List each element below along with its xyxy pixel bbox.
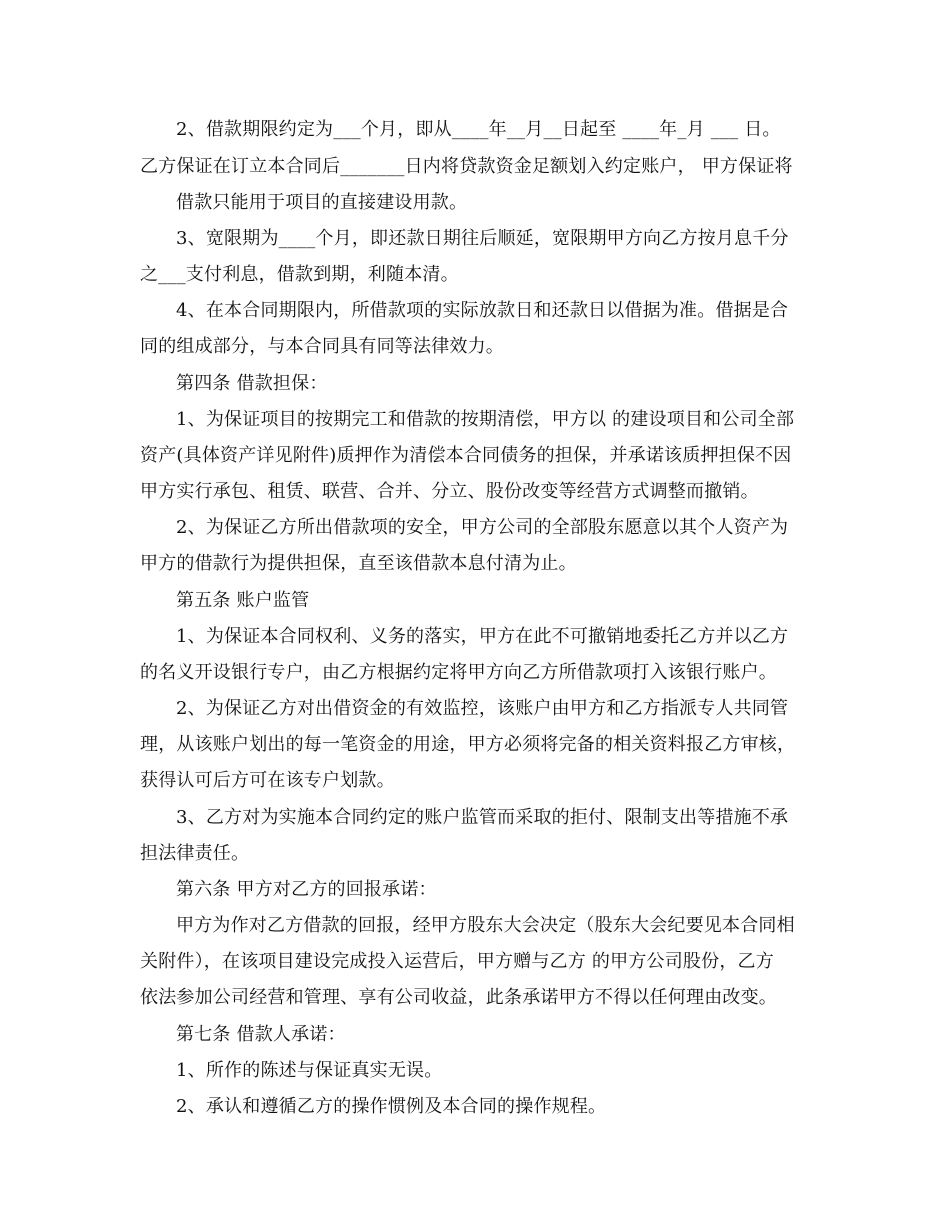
text-line: 之___支付利息，借款到期，利随本清。 bbox=[140, 264, 459, 285]
section-heading: 第五条 账户监管 bbox=[176, 590, 310, 611]
section-heading: 第七条 借款人承诺： bbox=[176, 1024, 346, 1045]
text-line: 3、宽限期为____个月，即还款日期往后顺延，宽限期甲方向乙方按月息千分 bbox=[176, 228, 789, 249]
text-line: 担法律责任。 bbox=[140, 843, 250, 864]
text-line: 资产(具体资产详见附件)质押作为清偿本合同债务的担保，并承诺该质押担保不因 bbox=[140, 445, 792, 466]
text-line: 3、乙方对为实施本合同约定的账户监管而采取的拒付、限制支出等措施不承 bbox=[176, 807, 789, 828]
text-line: 2、为保证乙方对出借资金的有效监控，该账户由甲方和乙方指派专人共同管 bbox=[176, 698, 789, 719]
text-line: 理，从该账户划出的每一笔资金的用途，甲方必须将完备的相关资料报乙方审核， bbox=[140, 734, 796, 755]
text-line: 依法参加公司经营和管理、享有公司收益，此条承诺甲方不得以任何理由改变。 bbox=[140, 987, 777, 1008]
text-line: 1、为保证项目的按期完工和借款的按期清偿，甲方以 的建设项目和公司全部 bbox=[176, 409, 795, 430]
text-line: 同的组成部分，与本合同具有同等法律效力。 bbox=[140, 336, 504, 357]
text-line: 1、所作的陈述与保证真实无误。 bbox=[176, 1060, 443, 1081]
section-heading: 第六条 甲方对乙方的回报承诺： bbox=[176, 879, 437, 900]
section-heading: 第四条 借款担保： bbox=[176, 373, 328, 394]
text-line: 4、在本合同期限内，所借款项的实际放款日和还款日以借据为准。借据是合 bbox=[176, 300, 789, 321]
text-line: 获得认可后方可在该专户划款。 bbox=[140, 770, 395, 791]
text-line: 2、为保证乙方所出借款项的安全，甲方公司的全部股东愿意以其个人资产为 bbox=[176, 517, 789, 538]
text-line: 乙方保证在订立本合同后_______日内将贷款资金足额划入约定账户， 甲方保证将 bbox=[140, 156, 793, 177]
text-line: 关附件），在该项目建设完成投入运营后，甲方赠与乙方 的甲方公司股份，乙方 bbox=[140, 951, 774, 972]
text-line: 2、借款期限约定为___个月，即从____年__月__日起至 ____年_月 ___ 日。 bbox=[176, 119, 781, 140]
text-line: 借款只能用于项目的直接建设用款。 bbox=[176, 192, 468, 213]
text-line: 的名义开设银行专户，由乙方根据约定将甲方向乙方所借款项打入该银行账户。 bbox=[140, 662, 777, 683]
text-line: 甲方实行承包、租赁、联营、合并、分立、股份改变等经营方式调整而撤销。 bbox=[140, 481, 759, 502]
text-line: 甲方的借款行为提供担保，直至该借款本息付清为止。 bbox=[140, 553, 577, 574]
text-line: 2、承认和遵循乙方的操作惯例及本合同的操作规程。 bbox=[176, 1096, 607, 1117]
text-line: 甲方为作对乙方借款的回报，经甲方股东大会决定（股东大会纪要见本合同相 bbox=[176, 915, 795, 936]
text-line: 1、为保证本合同权利、义务的落实，甲方在此不可撤销地委托乙方并以乙方 bbox=[176, 626, 789, 647]
